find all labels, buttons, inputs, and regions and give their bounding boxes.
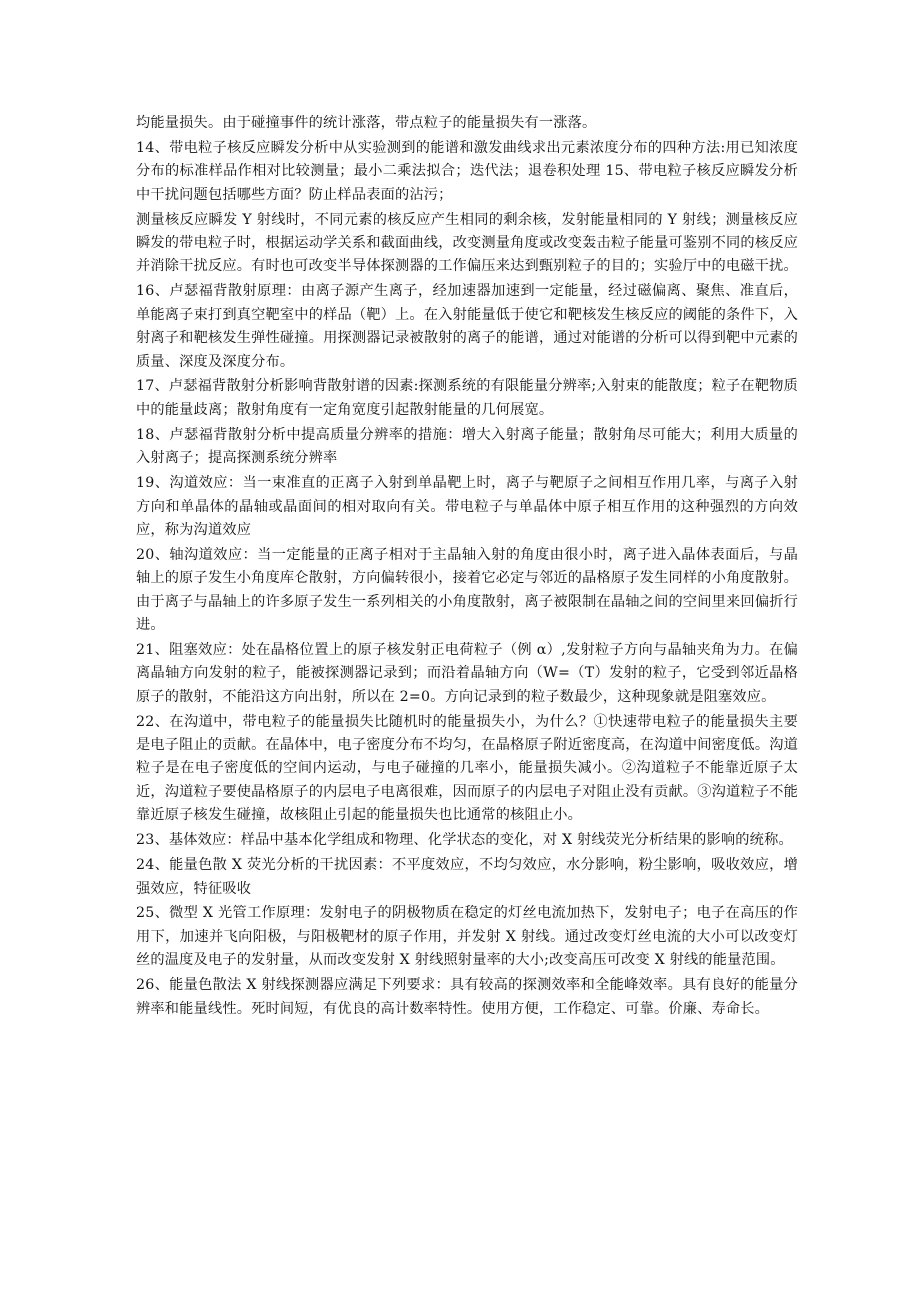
paragraph-19: 19、沟道效应：当一束准直的正离子入射到单晶靶上时，离子与靶原子之间相互作用几率，与离子入射方向和单晶体的晶轴或晶面间的相对取向有关。带电粒子与单晶体中原子相互作用的这种强烈的方向效应，称为沟道效应 — [136, 475, 798, 538]
paragraph-15-detail: 测量核反应瞬发 Y 射线时，不同元素的核反应产生相同的剩余核，发射能量相同的 Y 射线；测量核反应瞬发的带电粒子时，根据运动学关系和截面曲线，改变测量角度或改变轰击粒子能量可鉴别不同的核反应并消除干扰反应。有时也可改变半导体探测器的工作偏压来达到甄别粒子的目的；实验厅中的电磁干扰。 — [136, 211, 798, 275]
paragraph-23: 23、基体效应：样品中基本化学组成和物理、化学状态的变化，对 X 射线荧光分析结果的影响的统称。 — [136, 832, 793, 849]
paragraph-14-15: 14、带电粒子核反应瞬发分析中从实验测到的能谱和激发曲线求出元素浓度分布的四种方法:用已知浓度分布的标准样品作相对比较测量；最小二乘法拟合；迭代法；退卷积处理 15、带电粒子核反应瞬发分析中干扰问题包括哪些方面？防止样品表面的沾污； — [136, 139, 798, 203]
paragraph-26: 26、能量色散法 X 射线探测器应满足下列要求：具有较高的探测效率和全能峰效率。具有良好的能量分辨率和能量线性。死时间短，有优良的高计数率特性。使用方便，工作稳定、可靠。价廉、寿命长。 — [136, 977, 798, 1017]
paragraph-16: 16、卢瑟福背散射原理：由离子源产生离子，经加速器加速到一定能量，经过磁偏离、聚焦、准直后，单能离子束打到真空靶室中的样品（靶）上。在入射能量低于使它和靶核发生核反应的阈能的条件下，入射离子和靶核发生弹性碰撞。用探测器记录被散射的离子的能谱，通过对能谱的分析可以得到靶中元素的质量、深度及深度分布。 — [136, 283, 798, 370]
paragraph-18: 18、卢瑟福背散射分析中提高质量分辨率的措施：增大入射离子能量；散射角尽可能大；利用大质量的入射离子；提高探测系统分辨率 — [136, 426, 798, 467]
paragraph-25: 25、微型 X 光管工作原理：发射电子的阴极物质在稳定的灯丝电流加热下，发射电子；电子在高压的作用下，加速并飞向阳极，与阳极靶材的原子作用，并发射 X 射线。通过改变灯丝电流的大小可以改变灯丝的温度及电子的发射量，从而改变发射 X 射线照射量率的大小;改变高压可改变 X 射线的能量范围。 — [136, 905, 798, 969]
document-page — [136, 112, 798, 1022]
paragraph-22: 22、在沟道中，带电粒子的能量损失比随机时的能量损失小，为什么？①快速带电粒子的能量损失主要是电子阻止的贡献。在晶体中，电子密度分布不均匀，在晶格原子附近密度高，在沟道中间密度低。沟道粒子是在电子密度低的空间内运动，与电子碰撞的几率小，能量损失减小。②沟道粒子不能靠近原子太近，沟道粒子要使晶格原子的内层电子电离很难，因而原子的内层电子对阻止没有贡献。③沟道粒子不能靠近原子核发生碰撞，故核阻止引起的能量损失也比通常的核阻止小。 — [136, 713, 798, 824]
paragraph-24: 24、能量色散 X 荧光分析的干扰因素：不平度效应，不均匀效应，水分影响，粉尘影响，吸收效应，增强效应，特征吸收 — [136, 857, 798, 897]
paragraph-continuation: 均能量损失。由于碰撞事件的统计涨落，带点粒子的能量损失有一涨落。 — [136, 115, 597, 131]
paragraph-17: 17、卢瑟福背散射分析影响背散射谱的因素:探测系统的有限能量分辨率;入射束的能散度；粒子在靶物质中的能量歧离；散射角度有一定角宽度引起散射能量的几何展宽。 — [136, 378, 798, 418]
paragraph-20: 20、轴沟道效应：当一定能量的正离子相对于主晶轴入射的角度由很小时，离子进入晶体表面后，与晶轴上的原子发生小角度库仑散射，方向偏转很小，接着它必定与邻近的晶格原子发生同样的小角度散射。由于离子与晶轴上的许多原子发生一系列相关的小角度散射，离子被限制在晶轴之间的空间里来回偏折行进。 — [136, 546, 798, 634]
paragraph-21: 21、阻塞效应：处在晶格位置上的原子核发射正电荷粒子（例 α）,发射粒子方向与晶轴夹角为力。在偏离晶轴方向发射的粒子，能被探测器记录到；而沿着晶轴方向（W=（T）发射的粒子，它受到邻近晶格原子的散射，不能沿这方向出射，所以在 2=0。方向记录到的粒子数最少，这种现象就是阻塞效应。 — [136, 641, 798, 705]
